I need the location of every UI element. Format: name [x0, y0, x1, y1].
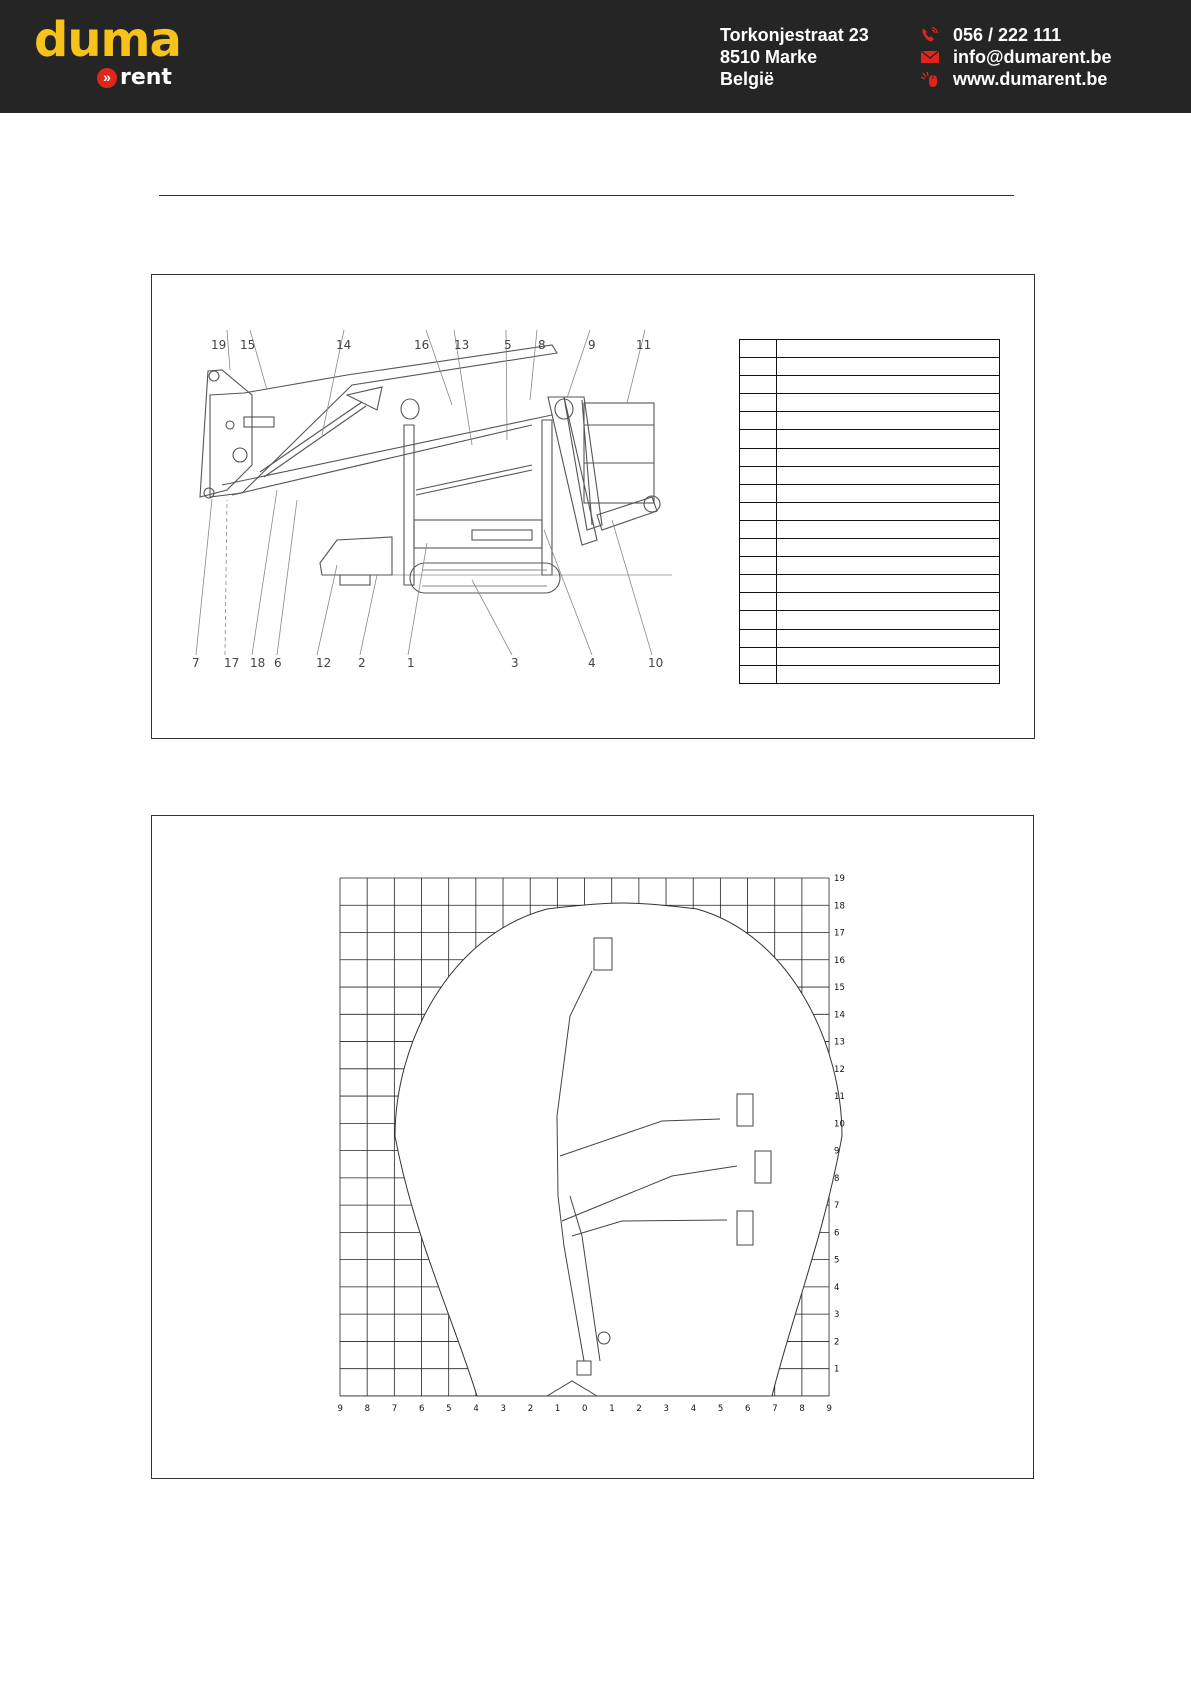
- legend-description-cell: [777, 593, 1000, 611]
- x-tick-label: 3: [663, 1403, 669, 1414]
- legend-number-cell: [740, 611, 777, 629]
- y-tick-label: 5: [834, 1255, 840, 1266]
- legend-number-cell: [740, 394, 777, 412]
- legend-row: [740, 539, 1000, 557]
- address-country: België: [720, 69, 775, 89]
- bottom-callout-2: 2: [358, 656, 366, 670]
- bottom-callout-6: 6: [274, 656, 282, 670]
- y-tick-label: 16: [834, 955, 845, 966]
- duma-rent-logo[interactable]: [34, 12, 184, 98]
- top-callout-16: 16: [414, 338, 430, 352]
- y-tick-label: 11: [834, 1092, 845, 1103]
- legend-number-cell: [740, 502, 777, 520]
- top-callout-13: 13: [454, 338, 470, 352]
- x-tick-label: 1: [554, 1403, 561, 1414]
- x-tick-label: 7: [391, 1403, 398, 1414]
- envelope-icon: [920, 49, 940, 65]
- legend-description-cell: [777, 539, 1000, 557]
- y-tick-label: 6: [834, 1228, 840, 1239]
- legend-row: [740, 520, 1000, 538]
- legend-row: [740, 647, 1000, 665]
- address-street: Torkonjestraat 23: [720, 25, 869, 45]
- address-city: 8510 Marke: [720, 47, 818, 67]
- bottom-callout-7: 7: [192, 656, 200, 670]
- legend-row: [740, 340, 1000, 358]
- x-tick-label: 6: [745, 1403, 751, 1414]
- legend-number-cell: [740, 629, 777, 647]
- legend-description-cell: [777, 430, 1000, 448]
- working-range-diagram: [152, 816, 1033, 1478]
- top-callout-8: 8: [538, 338, 546, 352]
- legend-number-cell: [740, 448, 777, 466]
- legend-row: [740, 502, 1000, 520]
- y-tick-label: 17: [834, 928, 845, 939]
- legend-description-cell: [777, 575, 1000, 593]
- contact-website[interactable]: www.dumarent.be: [953, 69, 1108, 89]
- x-tick-label: 5: [446, 1403, 452, 1414]
- y-tick-label: 10: [834, 1119, 845, 1130]
- legend-description-cell: [777, 394, 1000, 412]
- title-divider: [159, 195, 1014, 196]
- bottom-callout-17: 17: [224, 656, 240, 670]
- legend-number-cell: [740, 557, 777, 575]
- legend-number-cell: [740, 358, 777, 376]
- legend-row: [740, 611, 1000, 629]
- bottom-callout-4: 4: [588, 656, 596, 670]
- legend-number-cell: [740, 340, 777, 358]
- legend-number-cell: [740, 539, 777, 557]
- x-tick-label: 9: [826, 1403, 832, 1414]
- x-tick-label: 0: [582, 1403, 588, 1414]
- legend-description-cell: [777, 629, 1000, 647]
- bottom-callout-1: 1: [407, 656, 415, 670]
- x-tick-label: 6: [419, 1403, 425, 1414]
- working-range-panel: [151, 815, 1034, 1479]
- top-callout-9: 9: [588, 338, 596, 352]
- legend-row: [740, 575, 1000, 593]
- top-callout-5: 5: [504, 338, 512, 352]
- y-tick-label: 3: [834, 1310, 840, 1321]
- legend-row: [740, 629, 1000, 647]
- legend-description-cell: [777, 557, 1000, 575]
- x-tick-label: 2: [636, 1403, 642, 1414]
- x-tick-label: 1: [609, 1403, 615, 1414]
- y-tick-label: 8: [834, 1173, 840, 1184]
- legend-description-cell: [777, 611, 1000, 629]
- x-tick-label: 8: [799, 1403, 805, 1414]
- logo-subword: rent: [120, 65, 172, 90]
- legend-description-cell: [777, 665, 1000, 683]
- legend-row: [740, 376, 1000, 394]
- bottom-callout-3: 3: [511, 656, 519, 670]
- y-tick-label: 13: [834, 1037, 845, 1048]
- contact-email-row[interactable]: [920, 46, 1112, 68]
- legend-row: [740, 484, 1000, 502]
- x-tick-label: 8: [364, 1403, 371, 1414]
- legend-description-cell: [777, 376, 1000, 394]
- legend-description-cell: [777, 466, 1000, 484]
- contact-phone[interactable]: 056 / 222 111: [953, 25, 1062, 45]
- legend-row: [740, 593, 1000, 611]
- legend-number-cell: [740, 484, 777, 502]
- legend-description-cell: [777, 448, 1000, 466]
- legend-number-cell: [740, 593, 777, 611]
- y-tick-label: 14: [834, 1010, 845, 1021]
- legend-row: [740, 358, 1000, 376]
- legend-row: [740, 412, 1000, 430]
- contact-block: [920, 24, 1112, 90]
- bottom-callout-10: 10: [648, 656, 664, 670]
- legend-number-cell: [740, 520, 777, 538]
- page-header: [0, 0, 1191, 113]
- y-tick-label: 2: [834, 1337, 840, 1348]
- y-tick-label: 7: [834, 1201, 840, 1212]
- x-tick-label: 7: [772, 1403, 778, 1414]
- x-tick-label: 2: [527, 1403, 534, 1414]
- y-tick-label: 18: [834, 901, 845, 912]
- x-tick-label: 3: [500, 1403, 506, 1414]
- legend-description-cell: [777, 412, 1000, 430]
- top-callout-14: 14: [336, 338, 352, 352]
- x-tick-label: 4: [473, 1403, 479, 1414]
- legend-description-cell: [777, 502, 1000, 520]
- component-legend-table: [739, 339, 1000, 684]
- legend-row: [740, 448, 1000, 466]
- legend-description-cell: [777, 484, 1000, 502]
- legend-description-cell: [777, 520, 1000, 538]
- bottom-callout-12: 12: [316, 656, 332, 670]
- y-tick-label: 19: [834, 874, 845, 884]
- x-tick-label: 4: [690, 1403, 697, 1414]
- top-callout-19: 19: [211, 338, 227, 352]
- legend-row: [740, 557, 1000, 575]
- contact-web-row[interactable]: [920, 68, 1112, 90]
- y-tick-label: 15: [834, 983, 845, 994]
- y-tick-label: 9: [834, 1146, 840, 1157]
- y-tick-label: 1: [834, 1364, 840, 1375]
- y-tick-label: 4: [834, 1282, 840, 1293]
- x-tick-label: 9: [337, 1403, 343, 1414]
- x-tick-label: 5: [717, 1403, 724, 1414]
- legend-description-cell: [777, 340, 1000, 358]
- address-block: [720, 24, 869, 90]
- legend-number-cell: [740, 412, 777, 430]
- top-callout-11: 11: [636, 338, 652, 352]
- legend-description-cell: [777, 647, 1000, 665]
- legend-row: [740, 430, 1000, 448]
- contact-phone-row[interactable]: [920, 24, 1112, 46]
- legend-number-cell: [740, 466, 777, 484]
- chevron-double-right-icon: »: [97, 68, 117, 88]
- legend-row: [740, 665, 1000, 683]
- legend-number-cell: [740, 665, 777, 683]
- logo-wordmark: duma: [34, 12, 181, 68]
- contact-email[interactable]: info@dumarent.be: [953, 47, 1112, 67]
- legend-row: [740, 466, 1000, 484]
- top-callout-15: 15: [240, 338, 256, 352]
- legend-number-cell: [740, 647, 777, 665]
- legend-number-cell: [740, 376, 777, 394]
- mouse-click-icon: [920, 71, 940, 87]
- phone-icon: [920, 27, 940, 43]
- legend-number-cell: [740, 575, 777, 593]
- y-tick-label: 12: [834, 1064, 845, 1075]
- legend-row: [740, 394, 1000, 412]
- legend-description-cell: [777, 358, 1000, 376]
- legend-number-cell: [740, 430, 777, 448]
- bottom-callout-18: 18: [250, 656, 266, 670]
